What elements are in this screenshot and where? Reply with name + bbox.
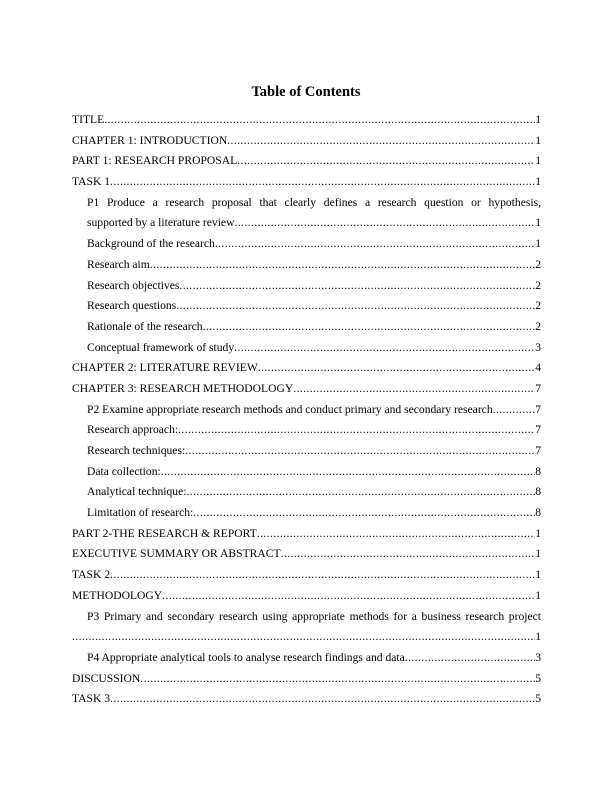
toc-entry-part-2[interactable] xyxy=(72,524,541,545)
toc-entry-text: Research approach: xyxy=(87,423,179,437)
toc-page-number: 1 xyxy=(535,154,541,168)
toc-entry-chapter-2[interactable] xyxy=(72,358,541,379)
toc-entry-text: Data collection: xyxy=(87,464,161,478)
dot-leader xyxy=(176,296,535,317)
toc-entry-research-questions[interactable] xyxy=(72,296,541,317)
toc-entry-p4[interactable] xyxy=(72,648,541,669)
dot-leader xyxy=(178,420,535,441)
toc-entry-text: PART 2-THE RESEARCH & REPORT xyxy=(72,526,257,540)
toc-page-number: 2 xyxy=(535,299,541,313)
toc-entry-p1[interactable] xyxy=(72,193,541,234)
toc-entry-text: Rationale of the research xyxy=(87,319,203,333)
toc-page-number: 2 xyxy=(535,257,541,271)
toc-entry-executive-summary[interactable] xyxy=(72,544,541,565)
dot-leader xyxy=(258,358,535,379)
toc-page-number: 2 xyxy=(535,278,541,292)
toc-entry-research-aim[interactable] xyxy=(72,255,541,276)
toc-entry-text: TITLE xyxy=(72,113,105,126)
toc-entry-task-1[interactable] xyxy=(72,172,541,193)
toc-page-number: 1 xyxy=(535,630,541,644)
toc-page-number: 1 xyxy=(535,547,541,561)
toc-entry-text: Research techniques: xyxy=(87,444,186,457)
toc-page-number: 1 xyxy=(535,175,541,189)
dot-leader xyxy=(203,317,536,338)
toc-entry-conceptual-framework[interactable] xyxy=(72,338,541,359)
toc-entry-text: P4 Appropriate analytical tools to analyse research findings and data xyxy=(87,650,405,664)
dot-leader xyxy=(140,669,535,690)
dot-leader xyxy=(162,586,535,607)
toc-entry-text: DISCUSSION xyxy=(72,671,141,685)
toc-entry-text: CHAPTER 1: INTRODUCTION xyxy=(72,133,228,147)
toc-entry-text-line-1: P3 Primary and secondary research using appropriate methods for a business research project xyxy=(87,609,541,623)
toc-entry-discussion[interactable] xyxy=(72,669,541,690)
toc-page-number: 1 xyxy=(535,133,541,147)
dot-leader xyxy=(193,503,535,524)
toc-page-number: 1 xyxy=(535,568,541,582)
toc-entry-data-collection[interactable] xyxy=(72,462,541,483)
toc-entry-text: Limitation of research: xyxy=(87,506,194,520)
dot-leader xyxy=(110,565,535,586)
dot-leader xyxy=(405,648,535,669)
toc-entry-title[interactable] xyxy=(72,110,541,131)
toc-page-number: 7 xyxy=(535,423,541,437)
dot-leader xyxy=(110,689,535,710)
dot-leader xyxy=(227,131,535,152)
toc-entry-text: CHAPTER 3: RESEARCH METHODOLOGY xyxy=(72,381,294,395)
toc-page-number: 7 xyxy=(535,381,541,395)
dot-leader xyxy=(237,151,535,172)
toc-page-number: 1 xyxy=(535,113,541,126)
toc-entry-text: TASK 1 xyxy=(72,175,111,189)
toc-entry-background[interactable] xyxy=(72,234,541,255)
dot-leader xyxy=(234,213,535,234)
toc-heading: Table of Contents xyxy=(251,84,361,100)
toc-entry-chapter-1[interactable] xyxy=(72,131,541,152)
dot-leader xyxy=(215,234,535,255)
dot-leader xyxy=(185,441,535,462)
toc-page-number: 3 xyxy=(535,340,541,354)
toc-entry-rationale[interactable] xyxy=(72,317,541,338)
toc-page-number: 4 xyxy=(535,361,541,375)
toc-entry-research-techniques[interactable] xyxy=(72,441,541,462)
toc-entry-text-line-1: P1 Produce a research proposal that clearly defines a research question or hypothesis, xyxy=(87,195,541,209)
toc-page-number: 1 xyxy=(535,588,541,602)
toc-entry-text: Analytical technique: xyxy=(87,485,187,499)
toc-entry-text: Background of the research xyxy=(87,237,215,251)
toc-page-number: 5 xyxy=(535,671,541,685)
toc-entry-text: METHODOLOGY xyxy=(72,588,163,602)
toc-entry-chapter-3[interactable] xyxy=(72,379,541,400)
toc-page-number: 5 xyxy=(535,692,541,706)
toc-entry-task-3[interactable] xyxy=(72,689,541,710)
toc-entry-task-2[interactable] xyxy=(72,565,541,586)
toc-entry-text: Research objectives xyxy=(87,278,180,292)
toc-page-number: 3 xyxy=(535,650,541,664)
toc-entry-text: PART 1: RESEARCH PROPOSAL xyxy=(72,154,238,168)
toc-page-number: 2 xyxy=(535,319,541,333)
toc-entry-analytical-technique[interactable] xyxy=(72,482,541,503)
toc-entry-methodology[interactable] xyxy=(72,586,541,607)
dot-leader xyxy=(186,482,535,503)
toc-page-number: 8 xyxy=(535,464,541,478)
toc-page-number: 1 xyxy=(535,526,541,540)
toc-page-number: 7 xyxy=(535,444,541,457)
toc-entry-text: TASK 3 xyxy=(72,692,111,706)
dot-leader xyxy=(234,338,535,359)
toc-entry-text: EXECUTIVE SUMMARY OR ABSTRACT xyxy=(72,547,281,561)
toc-page-number: 1 xyxy=(535,237,541,251)
toc-entry-research-objectives[interactable] xyxy=(72,276,541,297)
dot-leader xyxy=(179,276,535,297)
toc-page-number: 8 xyxy=(535,485,541,499)
dot-leader xyxy=(257,524,535,545)
dot-leader xyxy=(104,110,535,131)
dot-leader xyxy=(150,255,535,276)
dot-leader xyxy=(72,627,535,648)
toc-list xyxy=(72,110,541,710)
toc-entry-text: TASK 2 xyxy=(72,568,111,582)
toc-entry-text: P2 Examine appropriate research methods and conduct primary and secondary research xyxy=(87,402,493,416)
dot-leader xyxy=(493,400,536,421)
toc-entry-limitation[interactable] xyxy=(72,503,541,524)
toc-entry-research-approach[interactable] xyxy=(72,420,541,441)
dot-leader xyxy=(161,462,535,483)
toc-entry-part-1[interactable] xyxy=(72,151,541,172)
toc-page-number: 8 xyxy=(535,506,541,520)
toc-entry-p3[interactable] xyxy=(72,607,541,648)
toc-entry-text: Research aim xyxy=(87,257,150,271)
toc-entry-text: CHAPTER 2: LITERATURE REVIEW xyxy=(72,361,258,375)
dot-leader xyxy=(293,379,535,400)
toc-page-number: 1 xyxy=(535,216,541,230)
toc-entry-text-line-2: supported by a literature review xyxy=(87,216,235,230)
toc-entry-text: Research questions xyxy=(87,299,177,313)
dot-leader xyxy=(281,544,536,565)
toc-entry-text: Conceptual framework of study xyxy=(87,340,235,354)
dot-leader xyxy=(110,172,535,193)
toc-entry-p2[interactable] xyxy=(72,400,541,421)
toc-page-number: 7 xyxy=(535,402,541,416)
